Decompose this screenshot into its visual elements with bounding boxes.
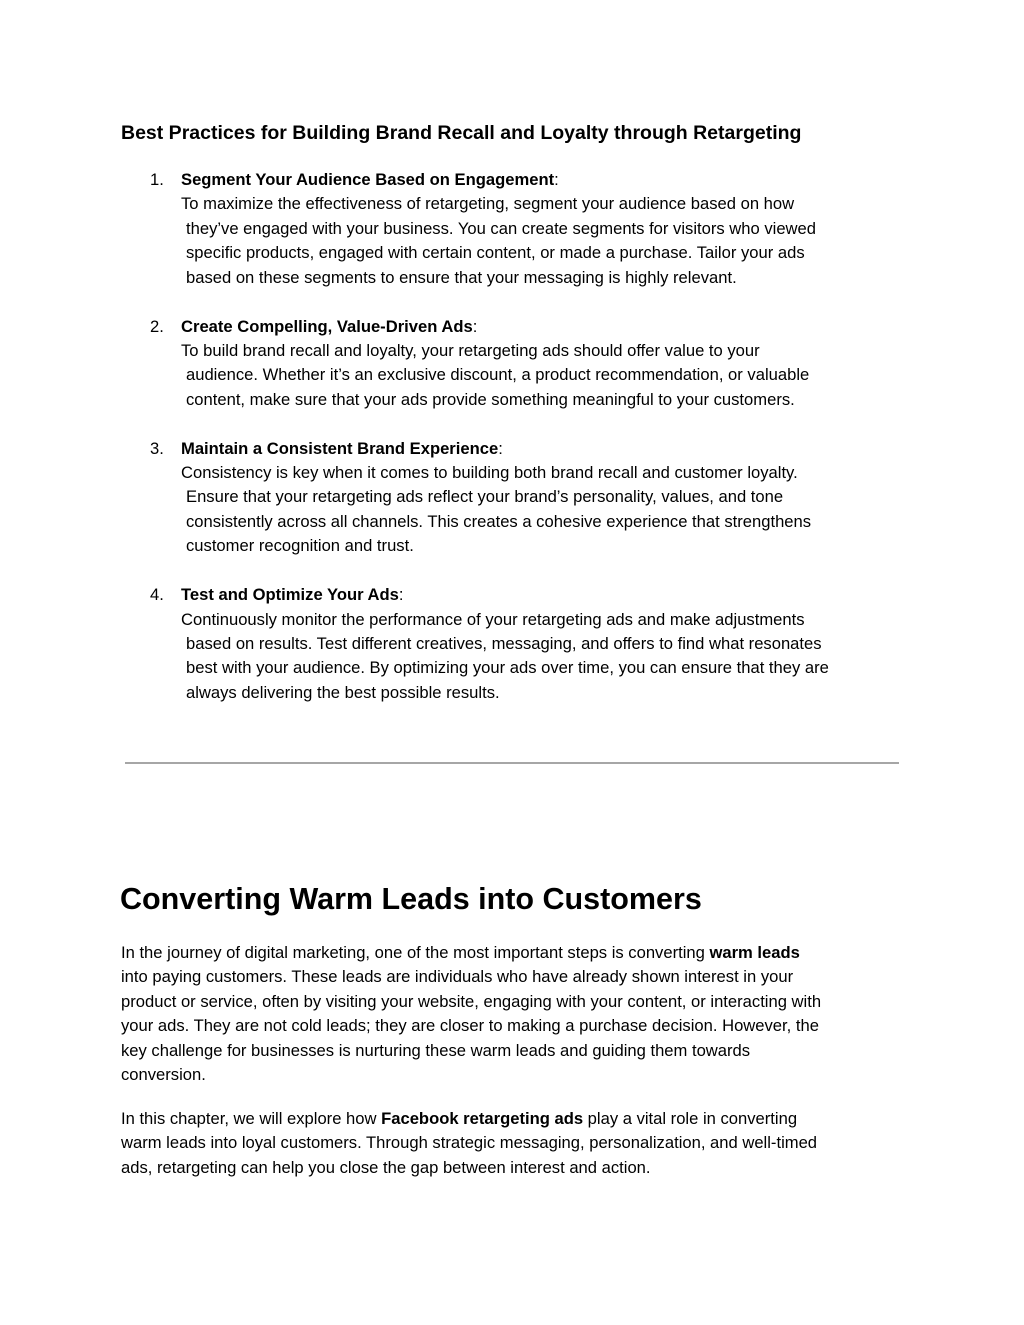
paragraph-text: In the journey of digital marketing, one of the most important steps is converting — [121, 943, 710, 962]
list-item-body: Consistency is key when it comes to building both brand recall and customer loyalty. Ensure that your retargeting ads reflect your brand’s personality, values, and tone consistently across all channels. This creates a cohesive experience that strengthens customer recognition and trust. — [181, 463, 812, 556]
list-item-colon: : — [398, 585, 404, 605]
list-item-number: 4. — [150, 585, 164, 605]
list-item-number: 1. — [150, 170, 164, 189]
paragraph-bold-text: warm leads — [709, 943, 800, 962]
list-item-title: Maintain a Consistent Brand Experience — [181, 438, 499, 458]
paragraph-text: In this chapter, we will explore how — [121, 1109, 382, 1128]
paragraph-text: play a vital role in converting warm leads into loyal customers. Through strategic messaging, personalization, and well-timed ads, retargeting can help you close the gap between interest and action. — [121, 1109, 818, 1177]
section-title: Best Practices for Building Brand Recall and Loyalty through Retargeting — [121, 122, 802, 144]
list-item — [0, 168, 901, 290]
list-item-number: 3. — [150, 438, 164, 458]
list-item-heading — [181, 583, 901, 607]
best-practices-list — [0, 168, 1024, 730]
list-item-colon: : — [554, 170, 559, 189]
list-item-colon: : — [498, 438, 503, 458]
horizontal-divider — [125, 762, 899, 764]
list-item-body: To build brand recall and loyalty, your retargeting ads should offer value to your audience. Whether it’s an exclusive discount, a product recommendation, or valuable content, make sure that your ads provide something meaningful to your customers. — [181, 340, 810, 409]
chapter-title: Converting Warm Leads into Customers — [120, 882, 702, 916]
list-item — [0, 583, 901, 705]
list-item — [0, 437, 901, 559]
list-item-title: Segment Your Audience Based on Engagement — [181, 170, 555, 189]
list-item-title: Test and Optimize Your Ads — [181, 585, 399, 605]
list-item-body: To maximize the effectiveness of retargeting, segment your audience based on how they’ve engaged with your business. You can create segments for visitors who viewed specific products, engaged with certain content, or made a purchase. Tailor your ads based on these segments to ensure that your messaging is highly relevant. — [181, 194, 816, 287]
list-item-heading — [181, 168, 901, 192]
intro-paragraph — [121, 941, 911, 1087]
list-item-colon: : — [472, 316, 478, 336]
list-item-title: Create Compelling, Value-Driven Ads — [181, 316, 473, 336]
list-item — [0, 315, 901, 413]
chapter-overview-paragraph — [121, 1107, 911, 1180]
list-item-heading — [181, 315, 901, 339]
paragraph-text: into paying customers. These leads are individuals who have already shown interest in your product or service, often by visiting your website, engaging with your content, or interacting with your ads. They are not cold leads; they are closer to making a purchase decision. However, the key challenge for businesses is nurturing these warm leads and guiding them towards conversion. — [121, 967, 822, 1085]
list-item-body: Continuously monitor the performance of your retargeting ads and make adjustments based on results. Test different creatives, messaging, and offers to find what resonates best with your audience. By optimizing your ads over time, you can ensure that they are always delivering the best possible results. — [181, 609, 829, 702]
list-item-number: 2. — [150, 316, 164, 336]
list-item-heading — [181, 437, 901, 461]
paragraph-bold-text: Facebook retargeting ads — [381, 1109, 584, 1128]
